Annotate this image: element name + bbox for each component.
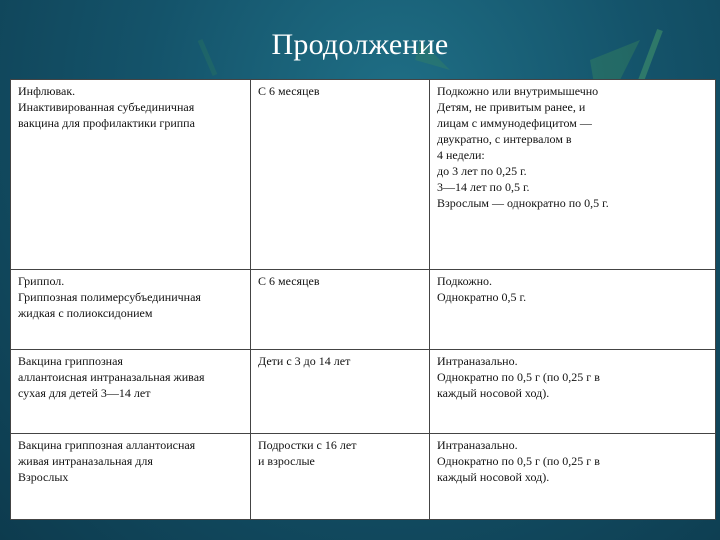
vaccine-name-line: Гриппозная полимерсубъединичная bbox=[18, 290, 201, 304]
dosage-line: каждый носовой ход). bbox=[437, 386, 550, 400]
vaccine-table bbox=[10, 79, 716, 520]
table-row bbox=[11, 350, 716, 434]
vaccine-name-line: живая интраназальная для bbox=[18, 454, 153, 468]
dosage-line: Однократно 0,5 г. bbox=[437, 290, 527, 304]
vaccine-name-line: Инфлювак. bbox=[18, 84, 76, 98]
dosage-line: Детям, не привитым ранее, и bbox=[437, 100, 586, 114]
vaccine-name-cell bbox=[11, 350, 251, 434]
age-line: С 6 месяцев bbox=[258, 84, 320, 98]
dosage-line: Интраназально. bbox=[437, 354, 518, 368]
dosage-line: Подкожно. bbox=[437, 274, 493, 288]
slide-title: Продолжение bbox=[271, 28, 449, 61]
vaccine-name-line: Гриппол. bbox=[18, 274, 65, 288]
vaccine-name-cell bbox=[11, 80, 251, 270]
age-cell bbox=[251, 80, 430, 270]
vaccine-name-line: вакцина для профилактики гриппа bbox=[18, 116, 195, 130]
dosage-line: Подкожно или внутримышечно bbox=[437, 84, 599, 98]
vaccine-name-line: Вакцина гриппозная bbox=[18, 354, 123, 368]
dosage-line: каждый носовой ход). bbox=[437, 470, 550, 484]
age-cell bbox=[251, 350, 430, 434]
age-cell bbox=[251, 270, 430, 350]
age-cell bbox=[251, 434, 430, 520]
vaccine-name-line: сухая для детей 3—14 лет bbox=[18, 386, 151, 400]
vaccine-name-line: Вакцина гриппозная аллантоисная bbox=[18, 438, 196, 452]
dosage-cell bbox=[430, 270, 716, 350]
dosage-line: Взрослым — однократно по 0,5 г. bbox=[437, 196, 609, 210]
dosage-cell bbox=[430, 80, 716, 270]
vaccine-name-line: Инактивированная субъединичная bbox=[18, 100, 195, 114]
vaccine-name-line: жидкая с полиоксидонием bbox=[18, 306, 153, 320]
dosage-line: 4 недели: bbox=[437, 148, 485, 162]
dosage-line: 3—14 лет по 0,5 г. bbox=[437, 180, 530, 194]
dosage-line: Интраназально. bbox=[437, 438, 518, 452]
table-row bbox=[11, 434, 716, 520]
age-line: Подростки с 16 лет bbox=[258, 438, 357, 452]
dosage-line: Однократно по 0,5 г (по 0,25 г в bbox=[437, 454, 600, 468]
age-line: С 6 месяцев bbox=[258, 274, 320, 288]
vaccine-name-line: Взрослых bbox=[18, 470, 69, 484]
dosage-line: двукратно, с интервалом в bbox=[437, 132, 572, 146]
dosage-line: лицам с иммунодефицитом — bbox=[437, 116, 592, 130]
age-line: и взрослые bbox=[258, 454, 315, 468]
table-row bbox=[11, 80, 716, 270]
vaccine-name-cell bbox=[11, 270, 251, 350]
table-row bbox=[11, 270, 716, 350]
vaccine-name-cell bbox=[11, 434, 251, 520]
dosage-line: Однократно по 0,5 г (по 0,25 г в bbox=[437, 370, 600, 384]
dosage-line: до 3 лет по 0,25 г. bbox=[437, 164, 527, 178]
dosage-cell bbox=[430, 350, 716, 434]
age-line: Дети с 3 до 14 лет bbox=[258, 354, 351, 368]
dosage-cell bbox=[430, 434, 716, 520]
vaccine-name-line: аллантоисная интраназальная живая bbox=[18, 370, 205, 384]
vaccine-table-container bbox=[10, 79, 716, 519]
